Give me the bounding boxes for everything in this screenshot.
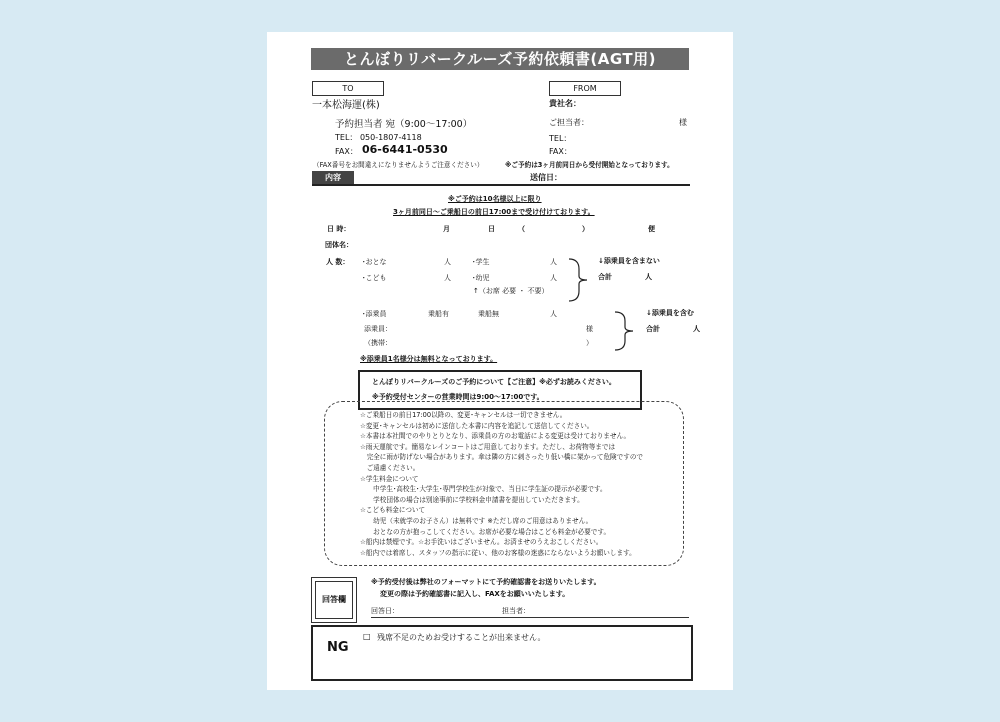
note-line: ☆本書は本社間でのやりとりとなり、添乗員の方のお電話による変更は受けておりません。 [360, 432, 631, 441]
answer-date: 回答日： [371, 607, 399, 615]
note-line: ☆雨天運航です。簡易なレインコートはご用意しております。ただし、お荷物等までは [360, 442, 616, 451]
note-line: ☆船内では着席し、スタッフの指示に従い、他のお客様の迷惑にならないようお願いします。 [360, 548, 636, 557]
day-label: 日 [488, 225, 495, 233]
answer-note-2: 変更の際は予約確認書に記入し、FAXをお願いいたします。 [380, 590, 570, 598]
note-line: 学校団体の場合は別途事前に学校料金申請書を提出していただきます。 [360, 495, 584, 504]
mobile-label: （携帯： [364, 339, 392, 347]
weekday-close: ） [582, 225, 589, 233]
seat-note: ↑（お席 必要 ・ 不要） [473, 287, 549, 295]
child-label: ･こども [362, 274, 387, 282]
note-line: ☆変更･キャンセルは初めに送信した本書に内容を追記して送信してください。 [360, 421, 594, 430]
ng-checkbox[interactable]: □ [363, 632, 371, 641]
date-label: 日 時： [327, 225, 351, 233]
excl-escort-label: ↓添乗員を含まない [598, 257, 660, 265]
to-fax-label: FAX： [335, 147, 358, 156]
from-company: 貴社名： [549, 99, 581, 108]
answer-divider [371, 617, 689, 618]
note-line: 完全に雨が防げない場合があります。傘は隣の方に刺さったり低い橋に架かって危険ですので [360, 453, 644, 462]
condition-line-2: 3ヶ月前同日～ご乗船日の前日17:00まで受け付けております。 [393, 208, 595, 216]
escort-label: ･添乗員 [362, 310, 387, 318]
adult-unit: 人 [444, 258, 451, 266]
answer-note-1: ※予約受付後は弊社のフォーマットにて予約確認書をお送りいたします。 [371, 578, 601, 586]
month-label: 月 [443, 225, 450, 233]
condition-line-1: ※ご予約は10名様以上に限り [448, 195, 542, 203]
content-label: 内容 [312, 171, 354, 184]
escort-unit: 人 [550, 310, 557, 318]
from-label-box: FROM [549, 81, 621, 96]
from-fax: FAX： [549, 147, 572, 156]
form-title: とんぼりリバークルーズ予約依頼書(AGT用) [311, 48, 689, 70]
escort-free-note: ※添乗員1名様分は無料となっております。 [360, 355, 498, 363]
note-line: ☆学生料金について [360, 474, 419, 483]
to-fax-number: 06-6441-0530 [362, 143, 448, 156]
group-name-label: 団体名： [325, 241, 353, 249]
student-unit: 人 [550, 258, 557, 266]
fax-warning: （FAX番号をお間違えになりませんようご注意ください） [313, 161, 484, 169]
ng-box [311, 625, 693, 681]
total-label-2: 合計 [646, 325, 660, 333]
total-label-1: 合計 [598, 273, 612, 281]
note-line: 中学生･高校生･大学生･専門学校生が対象で、当日に学生証の提示が必要です。 [360, 485, 607, 494]
flight-label: 便 [648, 225, 655, 233]
notice-line-2: ※予約受付センターの営業時間は9:00～17:00です。 [372, 393, 544, 401]
escort-name-label: 添乗員： [364, 325, 392, 333]
note-line: ☆船内は禁煙です。☆お手洗いはございません。お済ませのうえおこしください。 [360, 538, 603, 547]
note-line: 幼児（未就学のお子さん）は無料です ※ただし席のご用意はありません。 [360, 516, 593, 525]
from-note: ※ご予約は3ヶ月前同日から受付開始となっております。 [505, 161, 674, 169]
weekday-open: （ [518, 225, 525, 233]
note-line: ☆ご乗船日の前日17:00以降の、変更･キャンセルは一切できません。 [360, 411, 567, 419]
note-line: ☆こども料金について [360, 506, 426, 515]
boarding-no: 乗船無 [478, 310, 499, 318]
answer-person: 担当者： [502, 607, 530, 615]
people-label: 人 数： [326, 258, 350, 266]
note-line: おとなの方が抱っこしてください。お席が必要な場合はこども料金が必要です。 [360, 527, 611, 536]
answer-box [311, 577, 357, 623]
to-tel: TEL： 050-1807-4118 [335, 133, 422, 142]
notice-line-1: とんぼりリバークルーズのご予約について【ご注意】※必ずお読みください。 [372, 378, 616, 386]
notes-list [360, 410, 690, 558]
from-tel: TEL： [549, 134, 572, 143]
ng-text: 残席不足のためお受けすることが出来ません。 [377, 633, 546, 642]
student-label: ･学生 [472, 258, 490, 266]
brace-2 [611, 310, 641, 352]
mobile-close: ） [586, 339, 593, 347]
child-unit: 人 [444, 274, 451, 282]
to-company: 一本松海運(株) [312, 100, 380, 111]
note-line: ご遠慮ください。 [360, 463, 420, 472]
total-unit-2: 人 [693, 325, 700, 333]
reservation-form-sheet [267, 32, 733, 690]
to-department: 予約担当者 宛（9:00～17:00） [335, 119, 473, 130]
send-date: 送信日： [530, 173, 562, 182]
content-bar [312, 171, 690, 186]
to-label-box: TO [312, 81, 384, 96]
answer-label: 回答欄 [315, 581, 353, 619]
from-person: ご担当者： [549, 118, 589, 127]
boarding-yes: 乗船有 [428, 310, 449, 318]
ng-label: NG [327, 640, 349, 655]
escort-sama: 様 [586, 325, 593, 333]
infant-label: ･幼児 [472, 274, 490, 282]
total-unit-1: 人 [645, 273, 652, 281]
adult-label: ･おとな [362, 258, 387, 266]
incl-escort-label: ↓添乗員を含む [646, 309, 694, 317]
from-sama: 様 [679, 118, 687, 127]
brace-1 [565, 257, 595, 303]
infant-unit: 人 [550, 274, 557, 282]
